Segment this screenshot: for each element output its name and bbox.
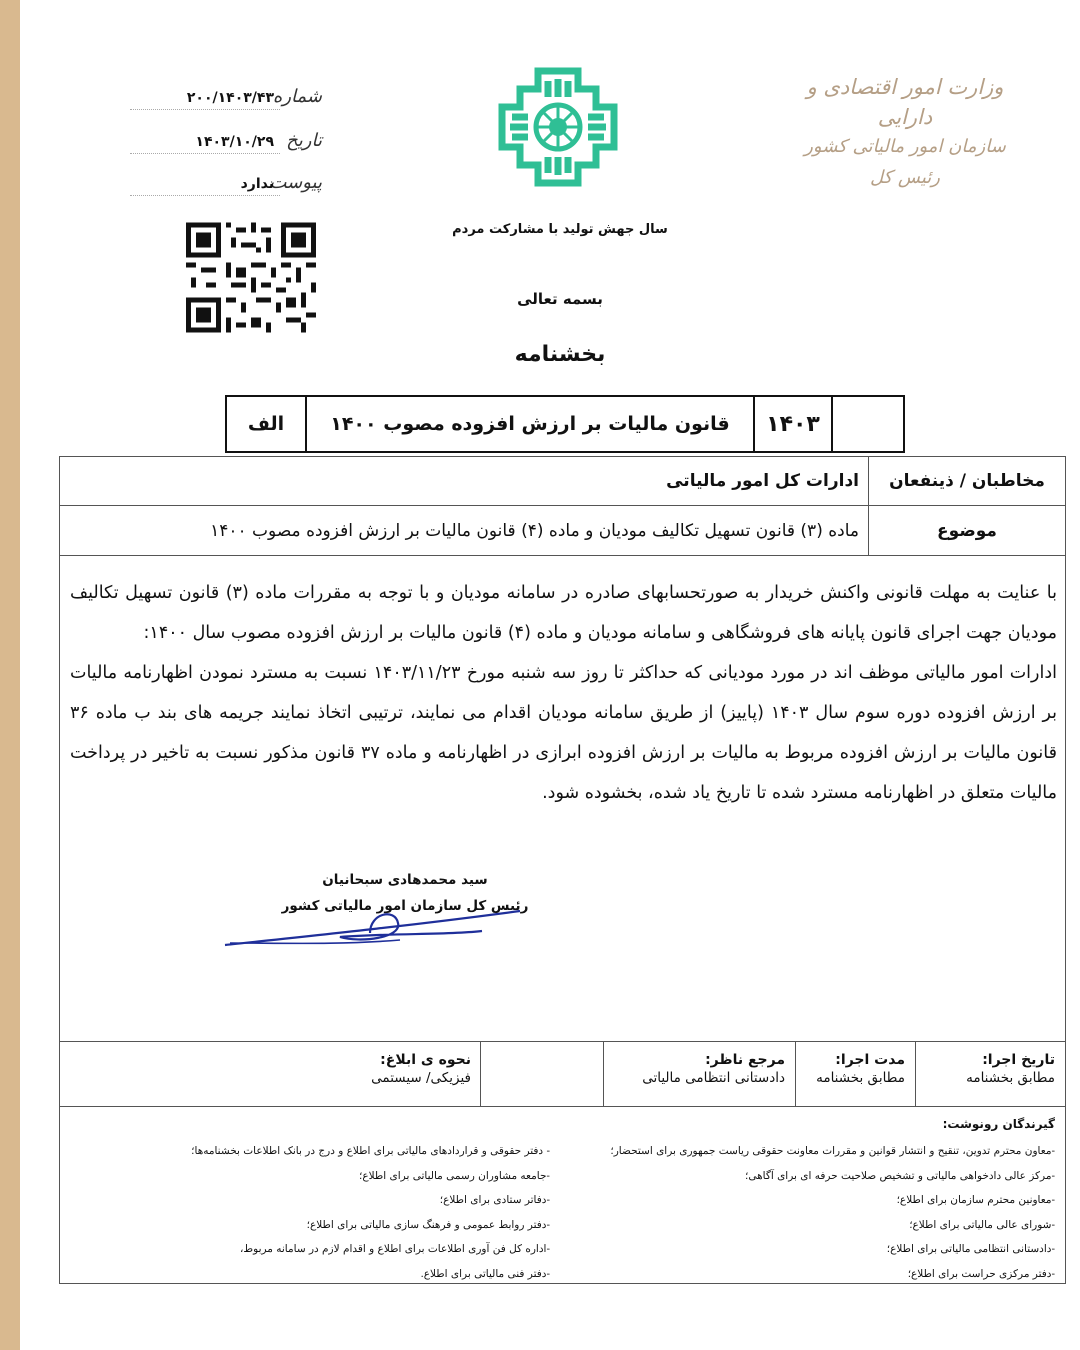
recipients-label: مخاطبان / ذینفعان bbox=[868, 457, 1065, 505]
dotted-line bbox=[130, 153, 280, 154]
cc-item: -جامعه مشاوران رسمی مالیاتی برای اطلاع؛ bbox=[359, 1169, 550, 1182]
cc-item: -دفتر مرکزی حراست برای اطلاع؛ bbox=[907, 1267, 1055, 1280]
execution-duration-value: مطابق بخشنامه bbox=[816, 1070, 905, 1086]
notification-method-label: نحوه ی ابلاغ: bbox=[380, 1052, 471, 1068]
letter-date-label: تاریخ bbox=[286, 130, 322, 151]
execution-duration-cell bbox=[795, 1042, 915, 1106]
cc-list-left bbox=[100, 1139, 550, 1286]
letter-date-value: ۱۴۰۳/۱۰/۲۹ bbox=[195, 134, 274, 150]
strip-law-title: قانون مالیات بر ارزش افزوده مصوب ۱۴۰۰ bbox=[305, 397, 753, 451]
dotted-line bbox=[130, 195, 280, 196]
circular-body-text bbox=[70, 573, 1057, 813]
recipients-value: ادارات کل امور مالیاتی bbox=[666, 471, 859, 491]
supervisor-label: مرجع ناظر: bbox=[705, 1052, 785, 1068]
supervisor-cell bbox=[603, 1042, 795, 1106]
letter-number-field bbox=[130, 86, 330, 114]
cc-item: -دفتر روابط عمومی و فرهنگ سازی مالیاتی برای اطلاع؛ bbox=[306, 1218, 550, 1231]
qr-code-icon bbox=[186, 222, 316, 333]
document-page bbox=[20, 0, 1080, 1350]
strip-category: الف bbox=[247, 413, 285, 435]
attachment-value: ندارد bbox=[240, 176, 274, 192]
cc-title: گیرندگان رونوشت: bbox=[942, 1117, 1055, 1131]
organization-name: سازمان امور مالیاتی کشور bbox=[804, 136, 1006, 157]
body-paragraph: ادارات امور مالیاتی موظف اند در مورد مودیانی که حداکثر تا روز سه شنبه مورخ ۱۴۰۳/۱۱/۲۳ نسبت به مسترد نمودن اظهارنامه مالیات بر ارزش افزوده دوره سوم سال ۱۴۰۳ (پاییز) از طریق سامانه مودیان اقدام می نمایند، ترتیبی اتخاذ نمایند جریمه های بند ب ماده ۳۶ قانون مالیات بر ارزش افزوده مربوط به مالیات بر ارزش افزوده ابرازی در اظهارنامه و ماده ۳۷ قانون مذکور نسبت به تاخیر در پرداخت مالیات متعلق در اظهارنامه مسترد شده تا تاریخ یاد شده، بخشوده شود. bbox=[70, 663, 1058, 803]
execution-date-label: تاریخ اجرا: bbox=[982, 1052, 1055, 1068]
handwritten-signature-icon bbox=[220, 893, 530, 953]
letter-number-value: ۲۰۰/۱۴۰۳/۴۳ bbox=[186, 90, 274, 106]
year-slogan: سال جهش تولید با مشارکت مردم bbox=[452, 222, 668, 237]
recipients-row bbox=[60, 457, 1065, 506]
strip-year: ۱۴۰۳ bbox=[753, 397, 831, 451]
head-title: رئیس کل bbox=[869, 167, 940, 188]
cc-item: -مرکز عالی دادخواهی مالیاتی و تشخیص صلاحیت حرفه ای برای آگاهی؛ bbox=[745, 1169, 1055, 1182]
cc-item: -شورای عالی مالیاتی برای اطلاع؛ bbox=[909, 1218, 1055, 1231]
cc-list-right bbox=[585, 1139, 1055, 1286]
cc-item: -معاونین محترم سازمان برای اطلاع؛ bbox=[896, 1194, 1055, 1206]
basmala: بسمه تعالی bbox=[517, 290, 603, 308]
execution-date-cell bbox=[915, 1042, 1065, 1106]
letter-number-label: شماره bbox=[272, 86, 322, 107]
paper-edge bbox=[0, 0, 20, 1350]
signatory-title: رئیس کل سازمان امور مالیاتی کشور bbox=[281, 898, 529, 914]
body-paragraph: با عنایت به مهلت قانونی واکنش خریدار به صورتحسابهای صادره در سامانه مودیان و با توجه به مقررات ماده (۳) قانون تسهیل تکالیف مودیان جهت اجرای قانون پایانه های فروشگاهی و سامانه مودیان و ماده (۴) قانون مالیات بر ارزش افزوده مصوب سال ۱۴۰۰: bbox=[70, 583, 1057, 643]
ministry-header bbox=[790, 72, 1020, 194]
document-type-title: بخشنامه bbox=[514, 342, 606, 367]
subject-row bbox=[60, 506, 1065, 556]
cc-item: - دفتر حقوقی و قراردادهای مالیاتی برای اطلاع و درج در بانک اطلاعات بخشنامه‌ها؛ bbox=[191, 1145, 550, 1157]
cc-item: -دفتر فنی مالیاتی برای اطلاع. bbox=[420, 1267, 550, 1280]
supervisor-value: دادستانی انتظامی مالیاتی bbox=[642, 1070, 785, 1086]
letter-date-field bbox=[130, 130, 330, 158]
dotted-line bbox=[130, 109, 280, 110]
notification-method-cell bbox=[181, 1042, 481, 1106]
cc-item: -دفاتر ستادی برای اطلاع؛ bbox=[439, 1194, 550, 1206]
execution-date-value: مطابق بخشنامه bbox=[966, 1070, 1055, 1086]
subject-value: ماده (۳) قانون تسهیل تکالیف مودیان و ماده (۴) قانون مالیات بر ارزش افزوده مصوب ۱۴۰۰ bbox=[210, 520, 859, 541]
strip-empty-cell bbox=[831, 397, 903, 451]
tax-organization-logo-icon bbox=[498, 67, 618, 187]
cc-item: -دادستانی انتظامی مالیاتی برای اطلاع؛ bbox=[886, 1243, 1055, 1255]
subject-label: موضوع bbox=[868, 506, 1065, 555]
notification-method-value: فیزیکی/ سیستمی bbox=[371, 1070, 471, 1086]
cc-item: -اداره کل فن آوری اطلاعات برای اطلاع و اقدام لازم در سامانه مربوط، bbox=[240, 1243, 550, 1255]
execution-duration-label: مدت اجرا: bbox=[835, 1052, 905, 1068]
execution-info-row bbox=[60, 1041, 1065, 1107]
signatory-name: سید محمدهادی سبحانیان bbox=[322, 872, 488, 888]
circular-body-box bbox=[59, 456, 1066, 1284]
attachment-label: پیوست bbox=[269, 172, 322, 193]
classification-strip bbox=[225, 395, 905, 453]
cc-item: -معاون محترم تدوین، تنقیح و انتشار قوانین و مقررات معاونت حقوقی ریاست جمهوری برای استحضار؛ bbox=[610, 1145, 1055, 1157]
attachment-field bbox=[130, 172, 330, 200]
ministry-name: وزارت امور اقتصادی و دارایی bbox=[806, 75, 1004, 129]
